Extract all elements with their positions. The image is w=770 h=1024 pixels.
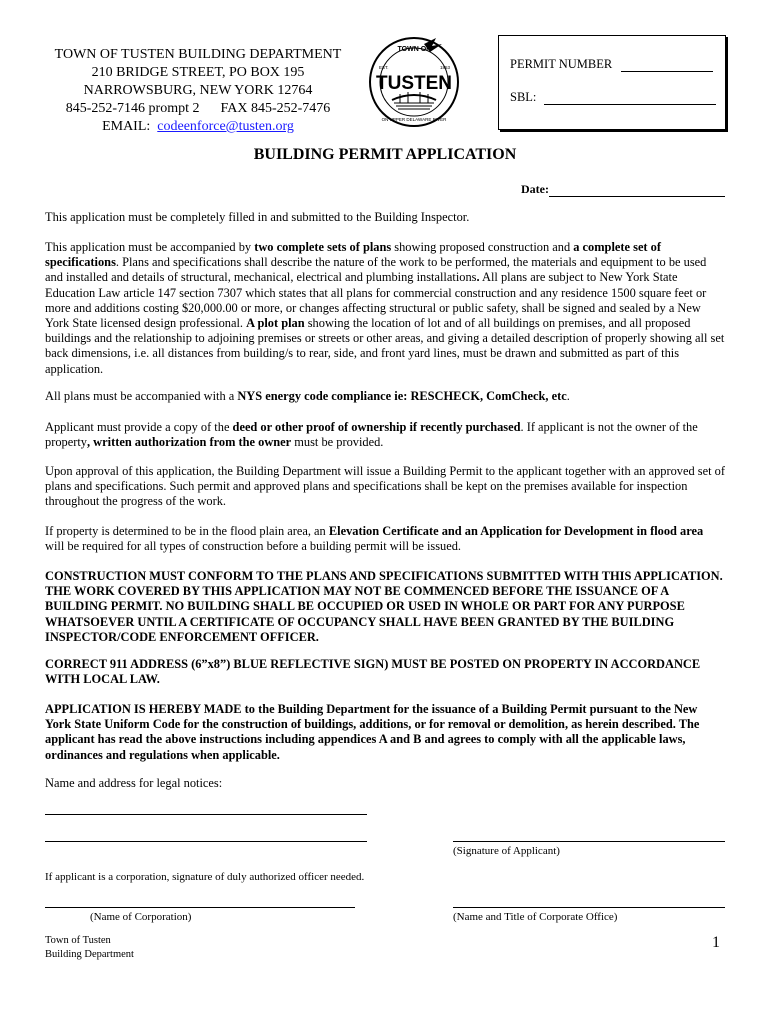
date-row: [521, 181, 725, 197]
town-seal-logo: [368, 36, 460, 128]
ownership-paragraph: Applicant must provide a copy of the deed or other proof of ownership if recently purchased. If applicant is not the owner of the property, written authorization from the owner must be provided.: [45, 420, 698, 450]
corporation-name-caption: (Name of Corporation): [90, 911, 192, 923]
legal-notice-name-line[interactable]: [45, 814, 367, 815]
footer-block: [45, 934, 134, 962]
date-field[interactable]: [549, 181, 725, 197]
permit-number-field[interactable]: [621, 56, 713, 72]
sbl-field[interactable]: [544, 89, 716, 105]
email-row: [38, 118, 358, 136]
svg-text:TUSTEN: TUSTEN: [376, 73, 452, 94]
fax: FAX 845-252-7476: [220, 101, 331, 116]
email-label: EMAIL:: [102, 119, 151, 134]
signature-caption: (Signature of Applicant): [453, 845, 560, 857]
corporate-office-caption: (Name and Title of Corporate Office): [453, 911, 618, 923]
svg-text:TOWN OF: TOWN OF: [397, 46, 431, 53]
footer-department: Building Department: [45, 949, 134, 960]
svg-text:EST.: EST.: [379, 65, 389, 70]
sbl-row: [510, 89, 716, 105]
legal-notice-address-line[interactable]: [45, 841, 367, 842]
plans-paragraph: This application must be accompanied by two complete sets of plans showing proposed construction and a complete set of specifications. Plans and specifications shall describe the nature of the work to be performed, the materials and equipment to be used and installed and details of structural, mechanical, electrical and plumbing installations. All plans are subject to New York State Education Law article 147 section 7307 which states that all plans for commercial construction and any residence 1500 square feet or more and additions costing $20,000.00 or more, or changes affecting structural or public safety, shall be signed and sealed by a New York State licensed design professional. A plot plan showing the location of lot and of all buildings on premises, and all proposed buildings and the relationship to adjoining premises or streets or other areas, and giving a detailed description of properly showing all set back dimensions, i.e. all distances from building/s to rear, side, and front yard lines, must be drawn and submitted as part of this application.: [45, 240, 725, 376]
corporation-note: If applicant is a corporation, signature of duly authorized officer needed.: [45, 871, 365, 883]
approval-paragraph: Upon approval of this application, the Building Department will issue a Building Permit to the applicant together with an approved set of plans and specifications. Such permit and approved plans and specifications shall be kept on the premises available for inspection throughout the progress of the work.: [45, 464, 725, 509]
date-label: Date:: [521, 182, 549, 196]
svg-text:ON UPPER DELAWARE RIVER: ON UPPER DELAWARE RIVER: [381, 117, 447, 122]
header-address: [38, 46, 358, 136]
permit-number-label: PERMIT NUMBER: [510, 57, 613, 71]
town-seal-svg: [368, 36, 460, 128]
svg-text:1853: 1853: [440, 65, 451, 70]
city-state-zip: NARROWSBURG, NEW YORK 12764: [83, 83, 313, 98]
corporation-name-line[interactable]: [45, 907, 355, 908]
page-title: BUILDING PERMIT APPLICATION: [253, 146, 517, 163]
intro-paragraph: This application must be completely filled in and submitted to the Building Inspector.: [45, 210, 470, 224]
page-number: 1: [712, 934, 720, 951]
phone: 845-252-7146 prompt 2: [65, 101, 200, 116]
footer-town: Town of Tusten: [45, 935, 111, 946]
applicant-signature-line[interactable]: [453, 841, 725, 842]
flood-plain-paragraph: If property is determined to be in the flood plain area, an Elevation Certificate and an Application for Development in flood area will be required for all types of construction before a building permit will be issued.: [45, 524, 704, 554]
permit-info-box: [498, 35, 726, 130]
permit-number-row: [510, 56, 713, 72]
corporate-office-line[interactable]: [453, 907, 725, 908]
email-link[interactable]: codeenforce@tusten.org: [157, 119, 294, 134]
legal-notices-label: Name and address for legal notices:: [45, 776, 223, 790]
phone-fax: [38, 100, 358, 118]
address-sign-notice: CORRECT 911 ADDRESS (6”x8”) BLUE REFLECTIVE SIGN) MUST BE POSTED ON PROPERTY IN ACCORDANCE WITH LOCAL LAW.: [45, 657, 701, 687]
application-statement: APPLICATION IS HEREBY MADE to the Building Department for the issuance of a Building Permit pursuant to the New York State Uniform Code for the construction of buildings, additions, or for removal or demolition, as herein described. The applicant has read the above instructions including appendices A and B and agrees to comply with all the applicable laws, ordinances and regulations when applicable.: [45, 702, 700, 762]
street-address: 210 BRIDGE STREET, PO BOX 195: [91, 65, 305, 80]
sbl-label: SBL:: [510, 90, 537, 104]
energy-code-paragraph: All plans must be accompanied with a NYS energy code compliance ie: RESCHECK, ComCheck, etc.: [45, 389, 570, 403]
dept-name: TOWN OF TUSTEN BUILDING DEPARTMENT: [54, 47, 342, 62]
construction-notice: CONSTRUCTION MUST CONFORM TO THE PLANS AND SPECIFICATIONS SUBMITTED WITH THIS APPLICATION. THE WORK COVERED BY THIS APPLICATION MAY NOT BE COMMENCED BEFORE THE ISSUANCE OF A BUILDING PERMIT. NO BUILDING SHALL BE OCCUPIED OR USED IN WHOLE OR PART FOR ANY PURPOSE WHATSOEVER UNTIL A CERTIFICATE OF OCCUPANCY SHALL HAVE BEEN GRANTED BY THE BUILDING INSPECTOR/CODE ENFORCEMENT OFFICER.: [45, 569, 723, 644]
